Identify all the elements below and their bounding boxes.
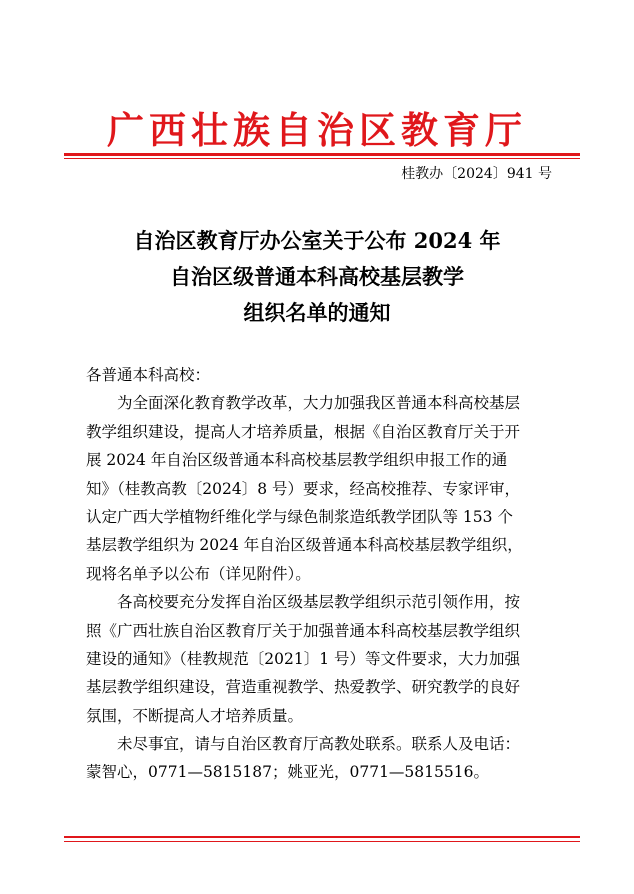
document-number: 桂教办〔2024〕941 号 [401,166,552,182]
body-line: 知》（桂教高教〔2024〕8 号）要求，经高校推荐、专家评审， [86,479,520,498]
body-line: 为全面深化教育教学改革，大力加强我区普通本科高校基层 [117,394,521,413]
title-line-1: 自治区教育厅办公室关于公布 2024 年 [133,228,501,253]
body-line: 认定广西大学植物纤维化学与绿色制浆造纸教学团队等 153 个 [86,507,513,526]
masthead-red-rule-thick [64,153,580,156]
footer-red-rule-thick [64,836,580,838]
body-line: 照《广西壮族自治区教育厅关于加强普通本科高校基层教学组织 [86,621,521,640]
body-line: 现将名单予以公布（详见附件）。 [86,564,311,583]
body-line: 展 2024 年自治区级普通本科高校基层教学组织申报工作的通 [86,451,508,470]
body-line: 氛围，不断提高人才培养质量。 [86,706,304,725]
body-line: 各高校要充分发挥自治区级基层教学组织示范引领作用，按 [117,593,521,612]
title-line-3: 组织名单的通知 [243,300,391,325]
title-line-2: 自治区级普通本科高校基层教学 [170,264,464,289]
issuer-masthead: 广西壮族自治区教育厅 [107,108,527,152]
body-line: 教学组织建设，提高人才培养质量，根据《自治区教育厅关于开 [86,422,521,441]
document-body [86,361,560,787]
masthead-red-rule-thin [64,158,580,159]
footer-red-rule-thin [64,841,580,842]
body-line: 蒙智心，0771—5815187；姚亚光，0771—5815516。 [86,763,489,782]
body-line: 建设的通知》（桂教规范〔2021〕1 号）等文件要求，大力加强 [86,649,520,668]
body-line: 未尽事宜，请与自治区教育厅高教处联系。联系人及电话： [117,735,521,754]
body-line: 基层教学组织建设，营造重视教学、热爱教学、研究教学的良好 [86,678,521,697]
salutation: 各普通本科高校： [86,366,211,384]
body-line: 基层教学组织为 2024 年自治区级普通本科高校基层教学组织， [86,536,523,555]
